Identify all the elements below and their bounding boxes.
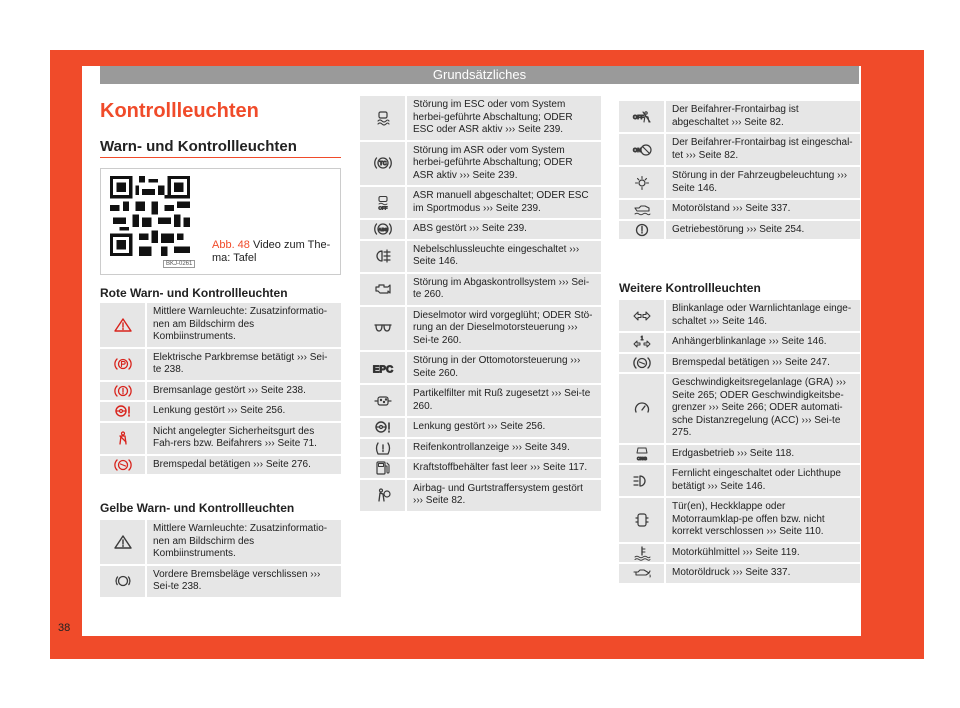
svg-text:EPC: EPC [372,364,393,375]
row-text: Motoröldruck ››› Seite 337. [672,567,791,578]
table-row [100,303,341,349]
esc-off-icon [360,187,407,218]
row-text: Der Beifahrer-Frontairbag ist abgeschaltet ››› Seite 82. [672,104,799,128]
fog-light-icon [360,241,407,272]
row-text: Anhängerblinkanlage ››› Seite 146. [672,336,827,347]
table-row [619,167,860,200]
abs-icon [360,220,407,239]
table-row [619,101,860,134]
table-row [619,374,860,445]
brake-pad-icon [100,566,147,597]
video-figure[interactable] [100,168,341,275]
row-text: Störung im ESC oder vom System herbei-geführte Abschaltung; ODER ESC oder ASR aktiv ››› Seite 239. [413,99,573,135]
table-row [619,445,860,466]
row-text: Getriebestörung ››› Seite 254. [672,223,805,235]
table-row [619,498,860,544]
gearbox-icon [619,221,666,240]
door-open-icon [619,498,666,542]
table-row [360,187,601,220]
subtitle-rule [100,157,341,158]
section-header: Grundsätzliches [100,66,859,84]
section-subtitle: Warn- und Kontrollleuchten [100,138,297,155]
row-text: Bremsanlage gestört ››› Seite 238. [153,384,306,396]
oil-pressure-icon [619,564,666,583]
row-text: Lenkung gestört ››› Seite 256. [413,421,546,432]
brake-pedal-icon [619,354,666,373]
row-text: Mittlere Warnleuchte: Zusatzinformatio-nen am Bildschirm des Kombiinstruments. [153,306,328,342]
high-beam-icon [619,465,666,496]
table-row [100,402,341,423]
row-text: Störung im ASR oder vom System herbei-geführte Abschaltung; ODER ASR aktiv ››› Seite 239. [413,144,573,181]
other-lights-table [619,300,860,585]
steering-icon [100,402,147,421]
table-row [100,456,341,477]
airbag-icon [360,480,407,511]
table-row [619,564,860,585]
warning-triangle-icon [100,303,147,347]
bulb-icon [619,167,666,198]
table-row [360,307,601,353]
row-text: Motorkühlmittel ››› Seite 119. [672,546,800,558]
middle-lights-table [360,96,601,513]
row-text: Nicht angelegter Sicherheitsgurt des Fah-rers bzw. Beifahrers ››› Seite 71. [153,425,317,449]
svg-text:OFF: OFF [378,205,387,210]
row-text: Nebelschlussleuchte eingeschaltet ››› Seite 146. [413,243,580,267]
row-text: Störung im Abgaskontrollsystem ››› Sei-te 260. [413,276,590,300]
row-text: Störung in der Fahrzeugbeleuchtung ››› Seite 146. [672,170,848,194]
brake-system-icon [100,382,147,401]
oil-level-icon [619,200,666,219]
table-row [619,354,860,375]
svg-text:ABS: ABS [377,227,388,233]
table-row [360,142,601,188]
video-code: BKJ-0261 [163,260,195,268]
turn-signal-icon [619,300,666,331]
row-text: Elektrische Parkbremse betätigt ››› Sei-te 238. [153,351,328,375]
table-row [360,241,601,274]
table-row [619,200,860,221]
table-row [100,382,341,403]
table-row [619,221,860,242]
page-number: 38 [58,622,71,634]
figure-caption [212,239,338,265]
table-row [360,480,601,513]
row-text: Blinkanlage oder Warnlichtanlage einge-schaltet ››› Seite 146. [672,303,852,327]
row-text: Bremspedal betätigen ››› Seite 276. [153,458,311,470]
esc-icon [360,96,407,140]
row-text: Vordere Bremsbeläge verschlissen ››› Sei-te 238. [153,568,321,592]
tire-pressure-icon [360,439,407,458]
table-row [360,385,601,418]
parking-brake-icon [100,349,147,380]
table-row [360,439,601,460]
table-row [100,566,341,599]
row-text: Mittlere Warnleuchte: Zusatzinformatio-nen am Bildschirm des Kombiinstruments. [153,523,328,559]
table-row [619,544,860,565]
table-row [100,349,341,382]
table-row [100,520,341,566]
cruise-icon [619,374,666,443]
row-text: Partikelfilter mit Ruß zugesetzt ››› Sei-te 260. [413,388,591,412]
particle-filter-icon [360,385,407,416]
row-text: Erdgasbetrieb ››› Seite 118. [672,447,795,459]
row-text: Kraftstoffbehälter fast leer ››› Seite 117. [413,462,588,473]
row-text: Tür(en), Heckklappe oder Motorraumklap-pe offen bzw. nicht korrekt verschlossen ››› Seite 110. [672,501,825,537]
fuel-icon [360,459,407,478]
table-row [360,220,601,241]
table-row [360,274,601,307]
other-section-title: Weitere Kontrollleuchten [619,281,761,295]
svg-text:TC: TC [378,161,387,168]
row-text: Motorölstand ››› Seite 337. [672,203,791,214]
row-text: Störung in der Ottomotorsteuerung ››› Seite 260. [413,355,581,379]
table-row [619,134,860,167]
warning-triangle-icon [100,520,147,564]
svg-text:1: 1 [640,336,643,343]
table-row [619,333,860,354]
qr-code-icon[interactable] [110,176,190,256]
table-row [619,465,860,498]
right-lights-table [619,101,860,241]
page-title: Kontrollleuchten [100,100,259,122]
row-text: Bremspedal betätigen ››› Seite 247. [672,356,830,368]
table-row [619,300,860,333]
table-row [360,96,601,142]
row-text: Fernlicht eingeschaltet oder Lichthupe betätigt ››› Seite 146. [672,468,841,492]
table-row [360,352,601,385]
row-text: Lenkung gestört ››› Seite 256. [153,405,286,416]
epc-icon [360,352,407,383]
row-text: Airbag- und Gurtstraffersystem gestört ››› Seite 82. [413,482,583,506]
red-section-title: Rote Warn- und Kontrollleuchten [100,286,288,300]
figure-text: Video zum The-ma: Tafel [212,239,331,264]
airbag-on-icon [619,134,666,165]
row-text: Dieselmotor wird vorgeglüht; ODER Stö-rung an der Dieselmotorsteuerung ››› Sei-te 260. [413,309,593,346]
coolant-icon [619,544,666,563]
steering-icon [360,418,407,437]
row-text: Geschwindigkeitsregelanlage (GRA) ››› Seite 265; ODER Geschwindigkeitsbe-grenzer ››› Seite 266; ODER automati-sche Distanzregelung (ACC) ››› Sei-te 275. [672,377,846,438]
table-row [360,459,601,480]
yellow-lights-table [100,520,341,599]
yellow-section-title: Gelbe Warn- und Kontrollleuchten [100,501,295,515]
red-lights-table [100,303,341,476]
figure-label: Abb. 48 [212,239,250,251]
table-row [360,418,601,439]
brake-pedal-icon [100,456,147,475]
row-text: Reifenkontrollanzeige ››› Seite 349. [413,441,570,453]
trailer-turn-icon [619,333,666,352]
row-text: ASR manuell abgeschaltet; ODER ESC im Sportmodus ››› Seite 239. [413,190,589,214]
row-text: Der Beifahrer-Frontairbag ist eingeschal-tet ››› Seite 82. [672,137,853,161]
cng-icon [619,445,666,464]
svg-text:CNG: CNG [636,455,647,461]
seatbelt-icon [100,423,147,454]
svg-text:ON: ON [632,147,641,154]
table-row [100,423,341,456]
glow-plug-icon [360,307,407,351]
row-text: ABS gestört ››› Seite 239. [413,223,527,234]
airbag-off-icon [619,101,666,132]
engine-icon [360,274,407,305]
svg-text:OFF: OFF [632,114,644,121]
tc-icon [360,142,407,186]
